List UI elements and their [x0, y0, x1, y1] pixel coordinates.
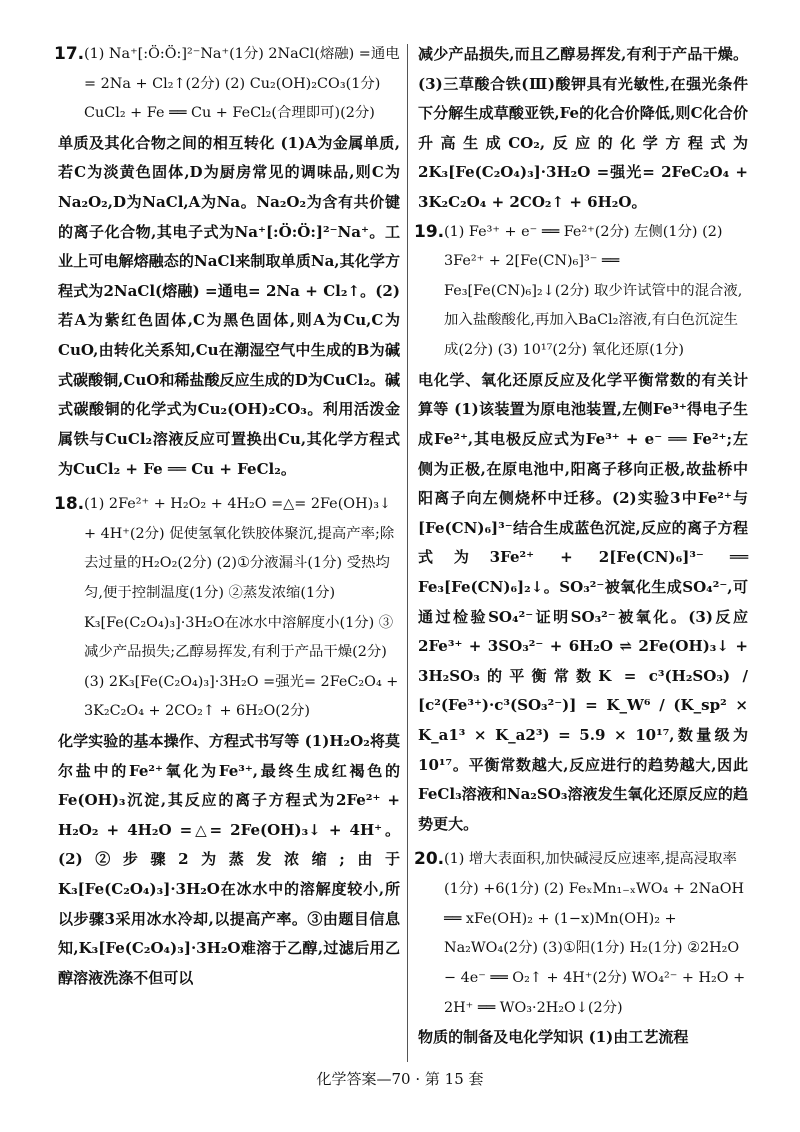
left-column [54, 40, 400, 1000]
question-17-answer-text: (1) Na⁺[:Ö:Ö:]²⁻Na⁺(1分) 2NaCl(熔融) =通电= 2Na + Cl₂↑(2分) (2) Cu₂(OH)₂CO₃(1分) CuCl₂ + Fe ══ Cu + FeCl₂(合理即可)(2分) [84, 46, 400, 122]
right-column [414, 40, 748, 1059]
question-19-analysis: 电化学、氧化还原反应及化学平衡常数的有关计算等 (1)该装置为原电池装置,左侧Fe³⁺得电子生成Fe²⁺,其电极反应式为Fe³⁺ + e⁻ ══ Fe²⁺;左侧为正极,在原电池中,阳离子移向正极,故盐桥中阳离子向左侧烧杯中迁移。(2)实验3中Fe²⁺与[Fe(CN)₆]³⁻结合生成蓝色沉淀,反应的离子方程式为3Fe²⁺ + 2[Fe(CN)₆]³⁻ ══ Fe₃[Fe(CN)₆]₂↓。SO₃²⁻被氧化生成SO₄²⁻,可通过检验SO₄²⁻证明SO₃²⁻被氧化。(3)反应2Fe³⁺ + 3SO₃²⁻ + 6H₂O ⇌ 2Fe(OH)₃↓ + 3H₂SO₃的平衡常数K = c³(H₂SO₃) / [c²(Fe³⁺)·c³(SO₃²⁻)] = K_W⁶ / (K_sp² × K_a1³ × K_a2³) = 5.9 × 10¹⁷,数量级为10¹⁷。平衡常数越大,反应进行的趋势越大,因此FeCl₃溶液和Na₂SO₃溶液发生氧化还原反应的趋势更大。 [418, 370, 748, 833]
question-20-number: 20. [414, 849, 445, 870]
question-18-analysis: 化学实验的基本操作、方程式书写等 (1)H₂O₂将莫尔盐中的Fe²⁺氧化为Fe³⁺,最终生成红褐色的Fe(OH)₃沉淀,其反应的离子方程式为2Fe²⁺ + H₂O₂ + 4H₂O =△= 2Fe(OH)₃↓ + 4H⁺。(2)②步骤2为蒸发浓缩;由于K₃[Fe(C₂O₄)₃]·3H₂O在冰水中的溶解度较小,所以步骤3采用冰水冷却,以提高产率。③由题目信息知,K₃[Fe(C₂O₄)₃]·3H₂O难溶于乙醇,过滤后用乙醇溶液洗涤不但可以 [58, 732, 400, 987]
page-footer: 化学答案—70 · 第 15 套 [316, 1070, 484, 1088]
question-19-answer [414, 218, 748, 366]
question-18-number: 18. [54, 494, 85, 515]
question-17-analysis: 单质及其化合物之间的相互转化 (1)A为金属单质,若C为淡黄色固体,D为厨房常见的调味品,则C为Na₂O₂,D为NaCl,A为Na。Na₂O₂为含有共价键的离子化合物,其电子式为Na⁺[:Ö:Ö:]²⁻Na⁺。工业上可电解熔融态的NaCl来制取单质Na,其化学方程式为2NaCl(熔融) =通电= 2Na + Cl₂↑。(2)若A为紫红色固体,C为黑色固体,则A为Cu,C为CuO,由转化关系知,Cu在潮湿空气中生成的B为碱式碳酸铜,CuO和稀盐酸反应生成的D为CuCl₂。碱式碳酸铜的化学式为Cu₂(OH)₂CO₃。利用活泼金属铁与CuCl₂溶液反应可置换出Cu,其化学方程式为CuCl₂ + Fe ══ Cu + FeCl₂。 [58, 133, 400, 478]
question-20-analysis: 物质的制备及电化学知识 (1)由工艺流程 [418, 1028, 689, 1047]
question-17-answer [54, 40, 400, 129]
question-20-answer-text: (1) 增大表面积,加快碱浸反应速率,提高浸取率(1分) +6(1分) (2) FeₓMn₁₋ₓWO₄ + 2NaOH ══ xFe(OH)₂ + (1−x)Mn(OH)₂ + Na₂WO₄(2分) (3)①阳(1分) H₂(1分) ②2H₂O − 4e⁻ ══ O₂↑ + 4H⁺(2分) WO₄²⁻ + H₂O + 2H⁺ ══ WO₃·2H₂O↓(2分) [444, 851, 746, 1016]
question-19-number: 19. [414, 221, 445, 242]
question-18-answer [54, 490, 400, 727]
question-17-number: 17. [54, 44, 85, 64]
column-divider [407, 44, 408, 1062]
question-20-answer [414, 845, 748, 1023]
question-19-answer-text: (1) Fe³⁺ + e⁻ ══ Fe²⁺(2分) 左侧(1分) (2) 3Fe²⁺ + 2[Fe(CN)₆]³⁻ ══ Fe₃[Fe(CN)₆]₂↓(2分) 取少许试管中的混合液,加入盐酸酸化,再加入BaCl₂溶液,有白色沉淀生成(2分) (3) 10¹⁷(2分) 氧化还原(1分) [444, 223, 743, 359]
question-18-answer-text: (1) 2Fe²⁺ + H₂O₂ + 4H₂O =△= 2Fe(OH)₃↓ + 4H⁺(2分) 促使氢氧化铁胶体聚沉,提高产率;除去过量的H₂O₂(2分) (2)①分液漏斗(1分) 受热均匀,便于控制温度(1分) ②蒸发浓缩(1分) K₃[Fe(C₂O₄)₃]·3H₂O在冰水中溶解度小(1分) ③减少产品损失;乙醇易挥发,有利于产品干燥(2分) (3) 2K₃[Fe(C₂O₄)₃]·3H₂O =强光= 2FeC₂O₄ + 3K₂C₂O₄ + 2CO₂↑ + 6H₂O(2分) [84, 496, 399, 720]
question-18-analysis-continued: 减少产品损失,而且乙醇易挥发,有利于产品干燥。(3)三草酸合铁(Ⅲ)酸钾具有光敏性,在强光条件下分解生成草酸亚铁,Fe的化合价降低,则C化合价升高生成CO₂,反应的化学方程式为2K₃[Fe(C₂O₄)₃]·3H₂O =强光= 2FeC₂O₄ + 3K₂C₂O₄ + 2CO₂↑ + 6H₂O。 [418, 45, 748, 212]
